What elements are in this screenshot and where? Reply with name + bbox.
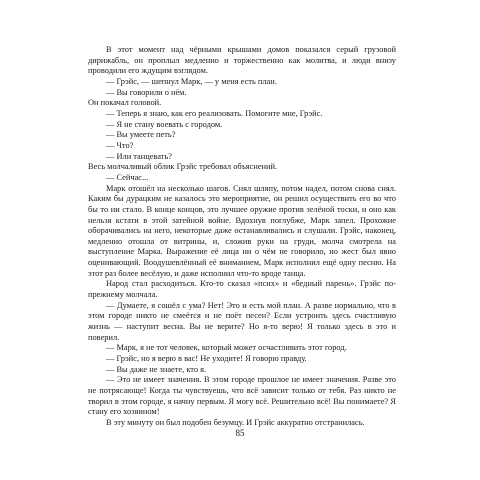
page-number: 85 bbox=[235, 428, 245, 438]
dialogue-line: — Грэйс, но я верю в вас! Не уходите! Я говорю правду. bbox=[106, 354, 307, 364]
dialogue-line: — Я не стану воевать с городом. bbox=[106, 119, 223, 129]
dialogue-line: — Грэйс, — шепнул Марк, — у меня есть план. bbox=[106, 76, 277, 86]
dialogue-line: — Теперь я знаю, как его реализовать. Помогите мне, Грэйс. bbox=[106, 108, 323, 118]
dialogue-line: — Вы умеете петь? bbox=[106, 130, 176, 140]
dialogue-line: — Или танцевать? bbox=[106, 151, 172, 161]
dialogue-line: — Сейчас... bbox=[106, 172, 149, 182]
paragraph: — Думаете, я сошёл с ума? Нет! Это и есть мой план. А разве нормально, что в этом городе никто не смеётся и не поёт песен? Если устроить здесь счастливую жизнь — наступит весна. Вы не верите? Но я-то верю! Я только здесь в это и поверил. bbox=[88, 300, 396, 342]
paragraph: Марк отошёл на несколько шагов. Снял шляпу, потом надел, потом снова снял. Каким бы дурацким не казалось это мероприятие, он решил осуществить его во что бы то ни стало. В конце концов, это лучшее оружие против зелёной тоски, и оно как нельзя кстати в этой затейной войне. Вдохнув поглубже, Марк запел. Прохожие оборачивались на него, некоторые даже останавливались и слушали. Грэйс, наконец, медленно отошла от витрины, и, сложив руки на груди, молча смотрела на выступление Марка. Выражение её лица ни о чём не говорило, но жест был явно оценивающий. Воодушевлённый её вниманием, Марк исполнил ещё одну песню. На этот раз более весёлую, и даже исполнил что-то вроде танца. bbox=[88, 183, 396, 278]
paragraph: Он покачал головой. bbox=[88, 98, 162, 108]
paragraph: Весь молчаливый облик Грэйс требовал объяснений. bbox=[88, 162, 278, 172]
paragraph: В эту минуту он был подобен безумцу. И Грэйс аккуратно отстранилась. bbox=[106, 417, 365, 427]
paragraph: В этот момент над чёрными крышами домов показался серый грузовой дирижабль, он проплыл медленно и торжественно как молитва, и люди внизу проводили его ждущим взглядом. bbox=[88, 45, 396, 76]
dialogue-line: — Что? bbox=[106, 140, 134, 150]
paragraph: Народ стал расходиться. Кто-то сказал «псих» и «бедный парень». Грэйс по-прежнему молчала. bbox=[88, 279, 396, 300]
paragraph: — Это не имеет значения. В этом городе прошлое не имеет значения. Разве это не потрясающе! Когда ты чувствуешь, что всё зависит только от тебя. Раз никто не творил в этом городе, я начну первым. Я могу всё. Решительно всё! Вы понимаете? Я стану его хозяином! bbox=[88, 375, 396, 417]
dialogue-line: — Вы говорили о нём. bbox=[106, 87, 187, 97]
dialogue-line: — Вы даже не знаете, кто я. bbox=[106, 364, 207, 374]
body-text bbox=[88, 45, 396, 429]
dialogue-line: — Марк, я не тот человек, который может осчастливить этот город. bbox=[106, 343, 347, 353]
